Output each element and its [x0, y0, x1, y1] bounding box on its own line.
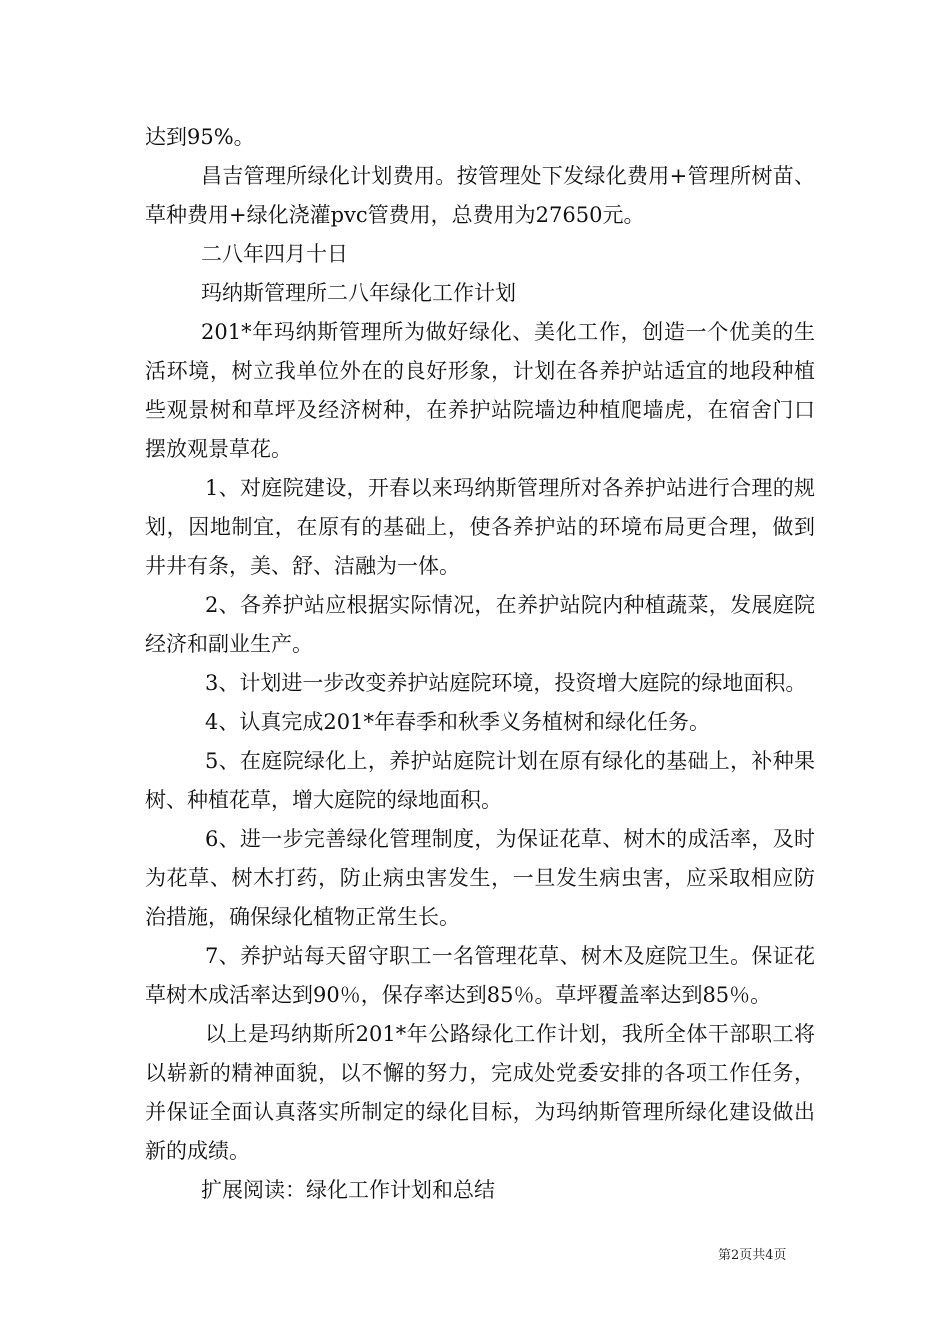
date-line: 二八年四月十日: [201, 242, 348, 266]
paragraph-conclusion: 以上是玛纳斯所201*年公路绿化工作计划，我所全体干部职工将以崭新的精神面貌，以不懈的努力，完成处党委安排的各项工作任务，并保证全面认真落实所制定的绿化目标，为玛纳斯管理所绿化建设做出新的成绩。: [145, 1022, 815, 1163]
paragraph-intro: 201*年玛纳斯管理所为做好绿化、美化工作，创造一个优美的生活环境，树立我单位外在的良好形象，计划在各养护站适宜的地段种植些观景树和草坪及经济树种，在养护站院墙边种植爬墙虎，在宿舍门口摆放观景草花。: [145, 320, 815, 461]
list-item-5: 5、在庭院绿化上，养护站庭院计划在原有绿化的基础上，补种果树、种植花草，增大庭院的绿地面积。: [145, 749, 815, 812]
page-number-footer: 第2页共4页: [718, 1248, 787, 1263]
paragraph-continuation: 达到95%。: [145, 125, 255, 149]
paragraph-changji-budget: 昌吉管理所绿化计划费用。按管理处下发绿化费用+管理所树苗、草种费用+绿化浇灌pvc管费用，总费用为27650元。: [145, 164, 815, 227]
list-item-6: 6、进一步完善绿化管理制度，为保证花草、树木的成活率，及时为花草、树木打药，防止病虫害发生，一旦发生病虫害，应采取相应防治措施，确保绿化植物正常生长。: [145, 827, 815, 929]
list-item-1: 1、对庭院建设，开春以来玛纳斯管理所对各养护站进行合理的规划，因地制宜，在原有的基础上，使各养护站的环境布局更合理，做到井井有条，美、舒、洁融为一体。: [145, 476, 815, 578]
list-item-2: 2、各养护站应根据实际情况，在养护站院内种植蔬菜，发展庭院经济和副业生产。: [145, 593, 815, 656]
document-body: [145, 118, 815, 1210]
list-item-3: 3、计划进一步改变养护站庭院环境，投资增大庭院的绿地面积。: [205, 671, 807, 695]
list-item-7: 7、养护站每天留守职工一名管理花草、树木及庭院卫生。保证花草树木成活率达到90％，保存率达到85％。草坪覆盖率达到85％。: [145, 944, 815, 1007]
section-title: 玛纳斯管理所二八年绿化工作计划: [201, 281, 516, 305]
list-item-4: 4、认真完成201*年春季和秋季义务植树和绿化任务。: [205, 710, 710, 734]
extended-reading-heading: 扩展阅读：绿化工作计划和总结: [201, 1178, 495, 1202]
